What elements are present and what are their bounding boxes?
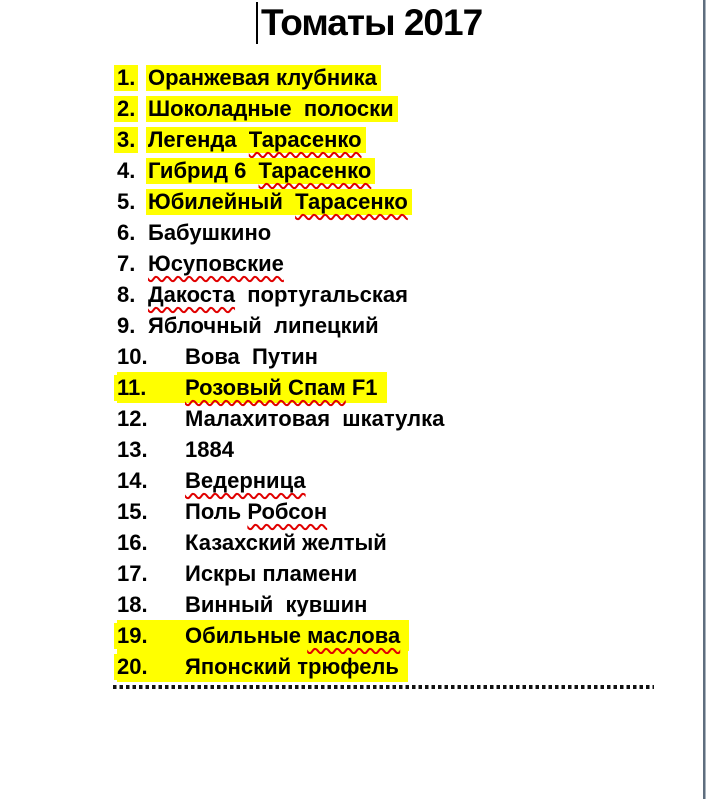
- list-item-number-text: 13.: [117, 436, 148, 462]
- list-item-number-text: 18.: [117, 591, 148, 617]
- list-item-text: [146, 127, 366, 153]
- word-text: португальская: [235, 281, 408, 307]
- list-item-number-text: 10.: [117, 343, 148, 369]
- list-item-text: [146, 220, 275, 246]
- list-item-number: [117, 623, 185, 649]
- list-item-number-text: 11.: [114, 375, 149, 401]
- list-item-number-text: 9.: [117, 312, 136, 338]
- word-text: Юбилейный: [148, 188, 296, 214]
- list-item-number: [117, 189, 148, 215]
- word-text: Гибрид 6: [148, 157, 259, 183]
- list-item-number: [117, 530, 185, 556]
- list-item[interactable]: [117, 620, 409, 651]
- list-item-text: [183, 499, 331, 525]
- list-item-text: [146, 65, 381, 91]
- list-item-number-text: 3.: [114, 127, 138, 153]
- list-item-text: [183, 561, 361, 587]
- word-text: Винный кувшин: [185, 591, 368, 617]
- list-item-number: [117, 654, 185, 680]
- list-item[interactable]: [117, 558, 361, 589]
- list-item-number-text: 14.: [117, 467, 148, 493]
- text-cursor-caret: [256, 2, 258, 44]
- list-item-number-text: 15.: [117, 498, 148, 524]
- list-item-text: [183, 530, 391, 556]
- misspelled-word: Тарасенко: [248, 126, 362, 152]
- list-item-number-text: 17.: [117, 560, 148, 586]
- list-item[interactable]: [117, 465, 310, 496]
- word-text: 1884: [185, 436, 234, 462]
- list-item-text: [183, 406, 448, 432]
- list-item-number-text: 8.: [117, 281, 136, 307]
- list-item-number: [117, 468, 185, 494]
- list-item-text: [183, 375, 382, 401]
- list-item-number: [117, 561, 185, 587]
- list-item-number-text: 16.: [117, 529, 148, 555]
- list-item[interactable]: [117, 93, 398, 124]
- list-item[interactable]: [117, 589, 371, 620]
- list-item-number-text: 2.: [114, 96, 138, 122]
- list-item-text: [146, 313, 383, 339]
- title-row: [256, 0, 482, 50]
- list-item[interactable]: [117, 124, 366, 155]
- word-text: F1: [345, 374, 378, 400]
- misspelled-word: Юсуповские: [148, 250, 284, 276]
- list-item-text: [183, 654, 403, 680]
- tomato-variety-list: [117, 62, 448, 682]
- list-item-text: [146, 96, 398, 122]
- list-item-number-text: 4.: [117, 157, 136, 183]
- list-item-number-text: 19.: [114, 623, 151, 649]
- word-text: Оранжевая клубника: [148, 64, 377, 90]
- list-item-text: [183, 468, 310, 494]
- misspelled-word: Розовый Спам: [185, 374, 346, 400]
- list-item-number: [117, 592, 185, 618]
- list-item-number: [117, 375, 185, 401]
- list-item-number: [117, 344, 185, 370]
- list-item[interactable]: [117, 62, 381, 93]
- list-item[interactable]: [117, 248, 288, 279]
- word-text: Поль: [185, 498, 248, 524]
- list-item-number: [117, 158, 148, 184]
- list-item-number: [117, 96, 148, 122]
- word-text: Казахский желтый: [185, 529, 387, 555]
- list-item-text: [183, 623, 404, 649]
- list-item-number: [117, 127, 148, 153]
- misspelled-word: Тарасенко: [258, 157, 372, 183]
- list-item-text: [146, 189, 412, 215]
- misspelled-word: Ведерница: [185, 467, 306, 493]
- list-item[interactable]: [117, 403, 448, 434]
- misspelled-word: маслова: [307, 622, 401, 648]
- list-item-number: [117, 282, 148, 308]
- list-item-number-text: 5.: [117, 188, 136, 214]
- word-text: Шоколадные полоски: [148, 95, 394, 121]
- word-text: Обильные: [185, 622, 308, 648]
- word-text: Яблочный липецкий: [148, 312, 379, 338]
- list-item-number-text: 6.: [117, 219, 136, 245]
- list-item[interactable]: [117, 372, 387, 403]
- list-item-text: [146, 158, 375, 184]
- word-text: Бабушкино: [148, 219, 272, 245]
- list-item-number: [117, 65, 148, 91]
- word-text: Вова Путин: [185, 343, 318, 369]
- list-item[interactable]: [117, 496, 331, 527]
- list-item-number-text: 20.: [114, 654, 151, 680]
- list-item-number: [117, 313, 148, 339]
- list-item-number: [117, 406, 185, 432]
- list-item-text: [183, 592, 371, 618]
- list-item[interactable]: [117, 217, 275, 248]
- list-item-number-text: 12.: [117, 405, 148, 431]
- list-item[interactable]: [117, 651, 408, 682]
- page-right-border: [703, 0, 706, 799]
- misspelled-word: Дакоста: [148, 281, 236, 307]
- list-item-number-text: 1.: [114, 65, 138, 91]
- list-item-number: [117, 499, 185, 525]
- word-text: Японский трюфель: [185, 653, 399, 679]
- list-item-number: [117, 251, 148, 277]
- word-text: Малахитовая шкатулка: [185, 405, 445, 431]
- list-item[interactable]: [117, 527, 391, 558]
- list-item[interactable]: [117, 341, 322, 372]
- list-item-text: [183, 344, 322, 370]
- list-item-number-text: 7.: [117, 250, 136, 276]
- list-item-number: [117, 220, 148, 246]
- list-item[interactable]: [117, 186, 412, 217]
- list-item[interactable]: [117, 155, 375, 186]
- list-item-text: [146, 251, 288, 277]
- list-item-text: [146, 282, 412, 308]
- dotted-leader-line: [113, 685, 654, 689]
- page-title[interactable]: Томаты 2017: [261, 2, 483, 43]
- misspelled-word: Тарасенко: [295, 188, 408, 214]
- word-text: Искры пламени: [185, 560, 358, 586]
- list-item[interactable]: [117, 434, 238, 465]
- list-item[interactable]: [117, 310, 383, 341]
- list-item[interactable]: [117, 279, 412, 310]
- word-text: Легенда: [148, 126, 249, 152]
- list-item-number: [117, 437, 185, 463]
- misspelled-word: Робсон: [247, 498, 328, 524]
- list-item-text: [183, 437, 238, 463]
